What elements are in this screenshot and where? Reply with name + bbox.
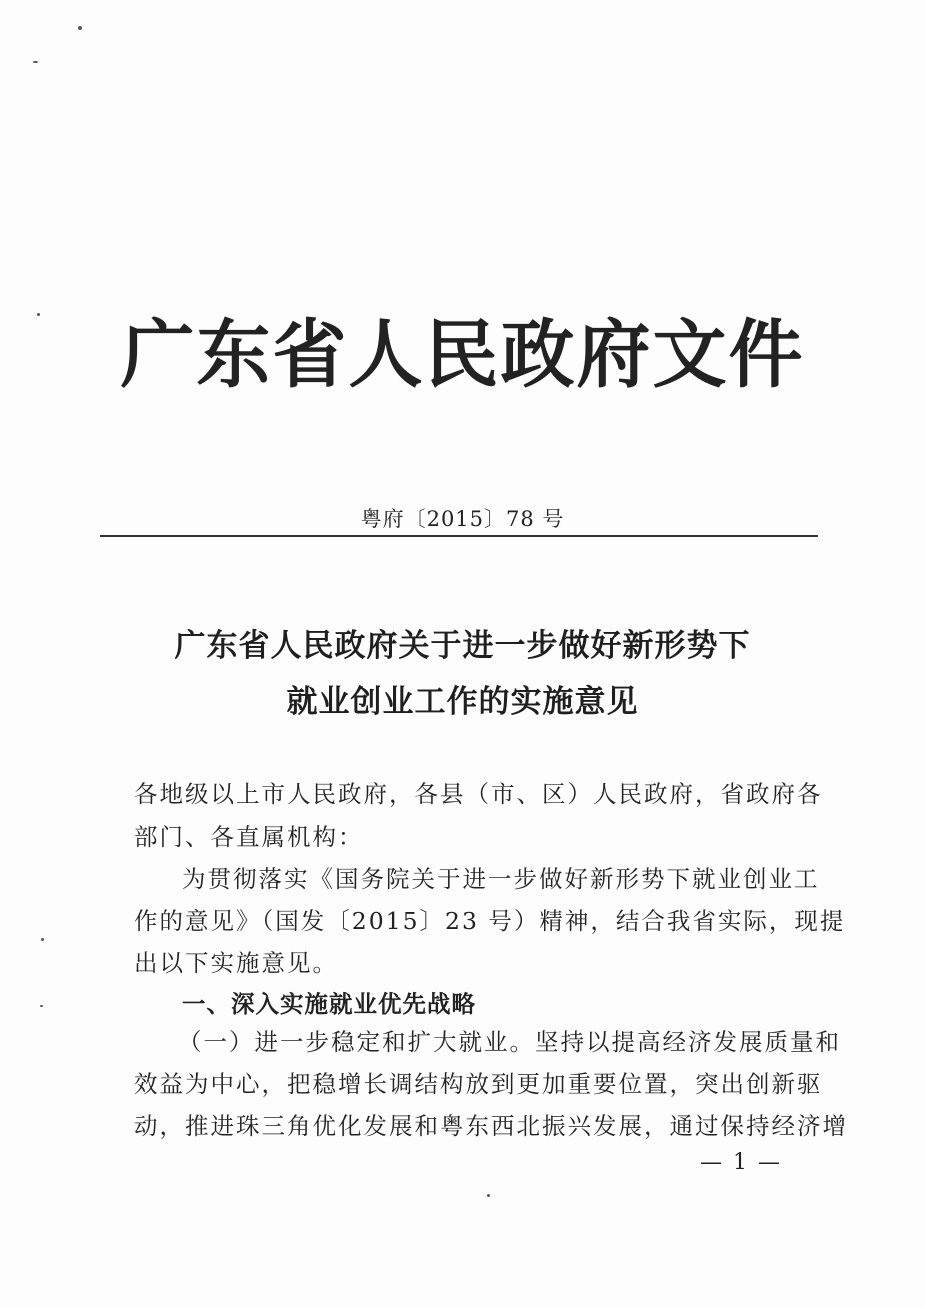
scan-speck xyxy=(37,313,40,316)
body-line: （一）进一步稳定和扩大就业。坚持以提高经济发展质量和 xyxy=(178,1028,841,1056)
header-divider xyxy=(100,535,818,537)
body-line: 效益为中心，把稳增长调结构放到更加重要位置，突出创新驱 xyxy=(134,1070,823,1098)
scan-speck xyxy=(487,1194,490,1197)
body-line: 为贯彻落实《国务院关于进一步做好新形势下就业创业工 xyxy=(182,865,820,893)
scan-speck xyxy=(41,938,44,941)
body-line: 作的意见》（国发〔2015〕23 号）精神，结合我省实际，现提 xyxy=(134,907,846,935)
page-number: — 1 — xyxy=(700,1150,782,1175)
body-line: 各地级以上市人民政府，各县（市、区）人民政府，省政府各 xyxy=(134,780,823,808)
scan-speck xyxy=(33,61,38,63)
document-title-line-1: 广东省人民政府关于进一步做好新形势下 xyxy=(174,628,751,664)
scan-speck xyxy=(78,26,82,30)
issuing-authority-masthead: 广东省人民政府文件 xyxy=(120,312,805,398)
scan-speck xyxy=(40,1005,43,1007)
document-number: 粤府〔2015〕78 号 xyxy=(360,507,565,531)
document-title-line-2: 就业创业工作的实施意见 xyxy=(286,684,639,720)
body-line: 部门、各直属机构： xyxy=(134,823,364,851)
body-line: 出以下实施意见。 xyxy=(134,949,338,977)
section-heading: 一、深入实施就业优先战略 xyxy=(182,990,476,1018)
body-line: 动，推进珠三角优化发展和粤东西北振兴发展，通过保持经济增 xyxy=(134,1112,848,1140)
